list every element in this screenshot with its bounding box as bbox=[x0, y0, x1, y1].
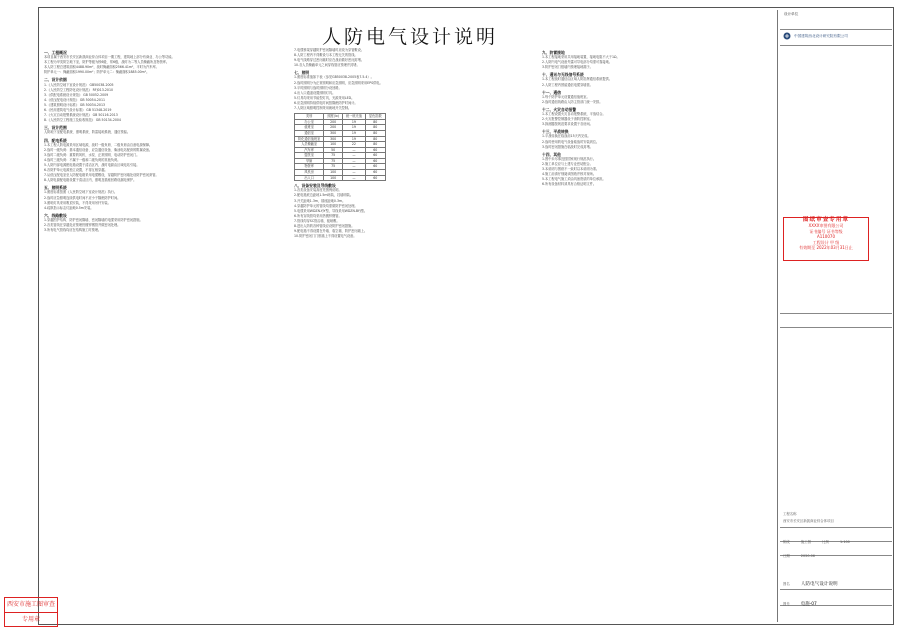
section-heading: 五、照明系统 bbox=[44, 185, 67, 191]
sheet-name-label: 图名 bbox=[783, 582, 790, 586]
table-cell: 60 bbox=[365, 175, 385, 181]
table-cell: 75 bbox=[324, 164, 343, 170]
construction-review-stamp bbox=[4, 597, 58, 627]
section-heading: 十四、其他 bbox=[542, 151, 561, 157]
paragraph-line: 1.各类设备安装高度见图例说明。 bbox=[294, 188, 342, 193]
table-cell: — bbox=[342, 158, 365, 164]
table-cell: 60 bbox=[365, 170, 385, 176]
paragraph-line: 5.人防内部电源配电箱设置于清洁区内，战时电源由区域电站引接。 bbox=[44, 162, 140, 167]
table-cell: 物资库 bbox=[295, 164, 324, 170]
company-name: 中国建筑西北设计研究院有限公司 bbox=[794, 33, 848, 38]
table-row bbox=[295, 175, 386, 181]
project-row bbox=[780, 510, 892, 528]
table-cell: 200 bbox=[324, 119, 343, 125]
paragraph-line: 4.战时三级负荷：不属于一级和二级负荷的其他负荷。 bbox=[44, 157, 121, 162]
table-cell: 风机房 bbox=[295, 170, 324, 176]
paragraph-line: 7.管线均穿SC管沿墙、板暗敷。 bbox=[294, 218, 340, 223]
table-cell: 100 bbox=[324, 170, 343, 176]
page-title: 人防电气设计说明 bbox=[321, 26, 498, 48]
column-2 bbox=[294, 48, 520, 620]
paragraph-line: 7.人防区域照明控制采用就地开关控制。 bbox=[294, 106, 352, 111]
table-cell: — bbox=[342, 175, 365, 181]
section-heading: 八、设备安装及导线敷设 bbox=[294, 183, 336, 189]
table-cell: 出入口 bbox=[295, 175, 324, 181]
paragraph-line: 1.照度标准值如下表（参见GB50038-2005表7.5.4）。 bbox=[294, 75, 374, 80]
paragraph-line: 2.《人民防空工程防化设计规范》 RFJ013-2010 bbox=[44, 87, 114, 92]
section-heading: 七、照明 bbox=[294, 70, 310, 76]
table-cell: 办公室 bbox=[295, 119, 324, 125]
paragraph-line: 1.穿越围护结构、防护密闭隔墙、密闭隔墙的电缆采用防护密闭措施。 bbox=[44, 217, 143, 222]
scale-label: 比例 bbox=[822, 540, 829, 544]
drawing-no-label: 图号 bbox=[783, 602, 790, 606]
paragraph-line: 2.战时一级负荷：基本通信设备、应急通信设备、柴油电站配套的附属设备。 bbox=[44, 147, 153, 152]
paragraph-line: 8.人防电源配电箱设置于清洁区内，照明及插座回路设漏电保护。 bbox=[44, 178, 137, 183]
sheet-name: 人防电气设计说明 bbox=[800, 582, 838, 587]
paragraph-line: 2.施工单位应与土建专业密切配合。 bbox=[542, 161, 593, 166]
paragraph-line: 2.战时应急照明连续供电时间不应小于隔绝防护时间。 bbox=[44, 195, 121, 200]
table-cell: 200 bbox=[324, 125, 343, 131]
drawing-no-row bbox=[780, 590, 892, 606]
title-block-header bbox=[780, 10, 892, 30]
paragraph-line: 1.图中未尽事宜按国家现行规范执行。 bbox=[542, 156, 597, 161]
stamp-line: 工程设计 甲 级 bbox=[812, 239, 840, 245]
paragraph-line: 1.本工程战时通信由区域人防指挥通信系统提供。 bbox=[542, 77, 612, 82]
paragraph-line: 3.战时二级负荷：重要的风机、水泵、正常照明、电动防护密闭门。 bbox=[44, 152, 140, 157]
paragraph-line: 1.本工程设置火灾自动报警系统，平战结合。 bbox=[542, 112, 606, 117]
stage-value: 施工图 bbox=[800, 540, 812, 544]
table-cell: 80 bbox=[365, 142, 385, 148]
section-heading: 九、防雷接地 bbox=[542, 50, 565, 55]
paragraph-line: 7.从低压配电室至人防配电箱采用电缆敷设，穿越防护密闭墙处设防护密闭套管。 bbox=[44, 173, 159, 178]
section-heading: 四、配电系统 bbox=[44, 137, 67, 143]
paragraph-line: 7.《火灾自动报警系统设计规范》 GB 50116-2013 bbox=[44, 113, 118, 118]
sheet-name-row bbox=[780, 570, 892, 590]
paragraph-line: 本人防工程总建筑面积4488.90m²，战时掩蔽面积2566.41m²，平时为汽车库。 bbox=[44, 65, 159, 70]
paragraph-line: 2.战时通信线路由人防主管部门统一安排。 bbox=[542, 99, 603, 104]
section-heading: 十三、平战转换 bbox=[542, 129, 569, 135]
table-cell: 100 bbox=[324, 142, 343, 148]
paragraph-line: 4.出入口通道设置照明灯具。 bbox=[294, 90, 336, 95]
table-cell: 人员掩蔽室 bbox=[295, 142, 324, 148]
table-cell: 80 bbox=[365, 119, 385, 125]
paragraph-line: 2.人防内电气设备外露可导电部分均需可靠接地。 bbox=[542, 60, 612, 65]
paragraph-line: 4.穿越防护单元的管线均需做防护密闭处理。 bbox=[294, 203, 358, 208]
table-header: 类别 bbox=[295, 114, 324, 120]
table-cell: 50 bbox=[324, 147, 343, 153]
table-cell: 19 bbox=[342, 136, 365, 142]
column-3 bbox=[542, 48, 772, 478]
table-cell: 100 bbox=[324, 175, 343, 181]
table-cell: 19 bbox=[342, 119, 365, 125]
table-header: 照度(lx) bbox=[324, 114, 343, 120]
table-cell: 22 bbox=[342, 142, 365, 148]
stage-label: 阶段 bbox=[783, 540, 790, 544]
section-heading: 十一、通信 bbox=[542, 89, 561, 95]
paragraph-line: 2.战时照明分为正常照明和应急照明，应急照明采用EPS供电。 bbox=[294, 80, 383, 85]
empty-row bbox=[780, 314, 892, 328]
paragraph-line: 2.各类管线在穿越处应预埋热镀锌钢管并做密闭处理。 bbox=[44, 223, 121, 227]
table-cell: 75 bbox=[324, 153, 343, 159]
paragraph-line: 6.应急照明持续供电时间按隔绝防护时间计。 bbox=[294, 100, 358, 105]
section-heading: 一、工程概况 bbox=[44, 50, 67, 55]
paragraph-line: 4.《低压配电设计规范》 GB 50054-2011 bbox=[44, 97, 106, 102]
table-cell: 80 bbox=[365, 130, 385, 136]
drawing-no: 电施-07 bbox=[800, 602, 817, 607]
paragraph-line: 1.本工程接地采用共用接地装置，接地电阻不大于1Ω。 bbox=[542, 55, 620, 60]
company-row bbox=[780, 30, 892, 46]
paragraph-line: 6.各防护单元电源独立设置，不得互相穿越。 bbox=[44, 168, 108, 173]
company-logo-icon bbox=[783, 32, 791, 40]
stamp-line: A110070 bbox=[816, 234, 835, 240]
section-heading: 十二、火灾自动报警 bbox=[542, 106, 577, 112]
table-cell: 300 bbox=[324, 130, 343, 136]
table-header: 显色指数 bbox=[365, 114, 385, 120]
paragraph-line: 10.各人员掩蔽单元之间穿线管应预埋并封堵。 bbox=[294, 63, 360, 68]
date-label: 日期 bbox=[783, 554, 790, 558]
table-cell: 旱厕 bbox=[295, 158, 324, 164]
paragraph-line: 3.开关距地1.3m，插座距地0.3m。 bbox=[294, 198, 346, 203]
table-cell: 值班室 bbox=[295, 125, 324, 131]
stamp-line: 专用章 bbox=[21, 616, 40, 623]
stage-row bbox=[780, 528, 892, 542]
paragraph-line: 2.火灾报警控制器设于消防控制室。 bbox=[542, 117, 593, 122]
paragraph-line: 3.本说明与图纸不一致时以本说明为准。 bbox=[542, 166, 600, 171]
date-value: 2020.06 bbox=[800, 554, 815, 558]
section-heading: 十、通讯与无线信号系统 bbox=[542, 72, 584, 78]
table-cell: 60 bbox=[365, 158, 385, 164]
table-cell: 60 bbox=[365, 164, 385, 170]
table-cell: 75 bbox=[324, 158, 343, 164]
paragraph-line: 3.照明灯具采用吸顶安装，不得采用吊杆安装。 bbox=[44, 200, 111, 205]
table-cell: 80 bbox=[365, 136, 385, 142]
paragraph-line: 2.配电箱底边距地1.5m暗装，挂墙明装。 bbox=[294, 193, 354, 198]
paragraph-line: 6.所有设备材料须具有合格证明文件。 bbox=[542, 182, 597, 187]
table-cell: 汽车库 bbox=[295, 147, 324, 153]
paragraph-line: 7.电缆桥架穿越防护密闭隔墙时应改为穿管敷设。 bbox=[294, 48, 364, 52]
table-cell: 19 bbox=[342, 130, 365, 136]
paragraph-line: 2.人防工程内预留通信电缆穿墙管。 bbox=[542, 82, 593, 87]
paragraph-line: 3.防护密闭门框墙内预埋接地端子。 bbox=[542, 65, 593, 70]
table-cell: — bbox=[342, 147, 365, 153]
paragraph-line: 3.战时密闭措施在临战时完成封堵。 bbox=[542, 144, 593, 149]
paragraph-line: 6.所有穿线管均采用热镀锌钢管。 bbox=[294, 213, 342, 218]
section-heading: 三、设计范围 bbox=[44, 125, 67, 131]
stamp-line: 证书编号 证书等级 bbox=[809, 228, 843, 234]
paragraph-line: 8.进出人防的各种管线应设防护密闭措施。 bbox=[294, 224, 355, 228]
paragraph-line: 2.战时使用的电气设备临战时安装到位。 bbox=[542, 139, 600, 144]
stamp-line: XXXX审图有限公司 bbox=[808, 223, 844, 229]
table-header: 统一眩光值 bbox=[342, 114, 365, 120]
column-1 bbox=[44, 48, 276, 620]
paragraph-line: 本项目属于西安市长安区新凯商业综合体项目一期工程，建筑地上部分有商业、办公等功能。 bbox=[44, 55, 175, 60]
table-cell: 80 bbox=[365, 125, 385, 131]
table-cell: — bbox=[342, 164, 365, 170]
paragraph-line: 3.探测器按规范要求设置于各房间。 bbox=[542, 122, 593, 127]
paragraph-line: 人防地下室配电系统、照明系统、防雷接地系统、通信预留。 bbox=[44, 130, 131, 135]
paragraph-line: 5.灯具均采用节能型灯具，光源采用LED。 bbox=[294, 95, 355, 100]
project-label: 工程名称 bbox=[783, 512, 797, 516]
section-heading: 六、线路敷设 bbox=[44, 212, 67, 218]
illuminance-table bbox=[294, 113, 386, 181]
title-block bbox=[780, 10, 892, 622]
scale-value: 1:100 bbox=[840, 540, 850, 544]
project-name: 西安市长安区新凯商业综合体项目 bbox=[783, 519, 834, 523]
table-cell: 60 bbox=[365, 147, 385, 153]
review-stamp bbox=[783, 217, 869, 261]
table-cell: — bbox=[342, 153, 365, 159]
paragraph-line: 6.《民用建筑电气设计标准》 GB 51348-2019 bbox=[44, 108, 112, 113]
paragraph-line: 1.平战转换在临战前15天内完成。 bbox=[542, 134, 591, 139]
paragraph-line: 防护单元一：掩蔽面积1990.00m²；防护单元二：掩蔽面积1885.00m²。 bbox=[44, 70, 150, 75]
paragraph-line: 8.《人民防空工程施工及验收规范》 GB 50134-2004 bbox=[44, 118, 121, 123]
table-cell: 60 bbox=[365, 153, 385, 159]
date-row bbox=[780, 542, 892, 556]
paragraph-line: 9.电气线路穿过密闭墙时应在战前做好密闭封堵。 bbox=[294, 58, 364, 63]
table-cell: 防化通信值班室 bbox=[295, 136, 324, 142]
paragraph-line: 9.配电箱不得设置在外墙、临空墙、防护密闭墙上。 bbox=[294, 229, 368, 234]
stamp-line: 西安市施工图审查 bbox=[5, 598, 57, 613]
paragraph-line: 5.电缆采用WDZN-YJY型，导线采用WDZN-BYJ型。 bbox=[294, 208, 368, 213]
paragraph-line: 3.《供配电系统设计规范》 GB 50052-2009 bbox=[44, 92, 109, 97]
paragraph-line: 5.本工程电气施工须由具备资质的单位承担。 bbox=[542, 177, 606, 182]
empty-row bbox=[780, 300, 892, 314]
section-heading: 二、设计依据 bbox=[44, 77, 67, 83]
paragraph-line: 4.疏散指示标志灯距地0.5m安装。 bbox=[44, 205, 94, 210]
table-cell: 盥洗室 bbox=[295, 153, 324, 159]
paragraph-line: 1.《人民防空地下室设计规范》 GB50038-2005 bbox=[44, 82, 114, 87]
paragraph-line: 8.人防工程内不得敷设与本工程无关的管线。 bbox=[294, 53, 358, 58]
drawing-body bbox=[42, 10, 778, 622]
paragraph-line: 3.平时照明与战时照明分设回路。 bbox=[294, 85, 342, 90]
table-cell: 19 bbox=[342, 125, 365, 131]
paragraph-line: 3.所有电气管线均应在结构施工时预埋。 bbox=[44, 228, 102, 233]
paragraph-line: 本工程为甲类防空地下室，防护等级为核6级、常6级，战时为二等人员掩蔽所及物资库。 bbox=[44, 60, 170, 65]
paragraph-line: 4.施工前请仔细阅读图纸并核对现场。 bbox=[542, 172, 597, 177]
paragraph-line: 1.照度标准按照《人民防空地下室设计规范》执行。 bbox=[44, 190, 118, 195]
table-cell: — bbox=[342, 170, 365, 176]
paragraph-line: 1.每个防护单元设置通信值班室。 bbox=[542, 94, 590, 99]
design-unit-label: 设计单位 bbox=[784, 12, 799, 16]
paragraph-line: 1.本工程人防电源采用区域电源，战时一级负荷、二级负荷由自备电源保障。 bbox=[44, 142, 153, 147]
stamp-line: 图纸审查专用章 bbox=[802, 217, 850, 223]
paragraph-line: 5.《建筑照明设计标准》 GB 50034-2013 bbox=[44, 102, 106, 107]
table-cell: 300 bbox=[324, 136, 343, 142]
paragraph-line: 10.防护密闭门门框墙上不得设置电气设备。 bbox=[294, 234, 357, 239]
table-cell: 通信室 bbox=[295, 130, 324, 136]
stamp-line: 有效期至 2022年03月31日止 bbox=[799, 245, 853, 251]
